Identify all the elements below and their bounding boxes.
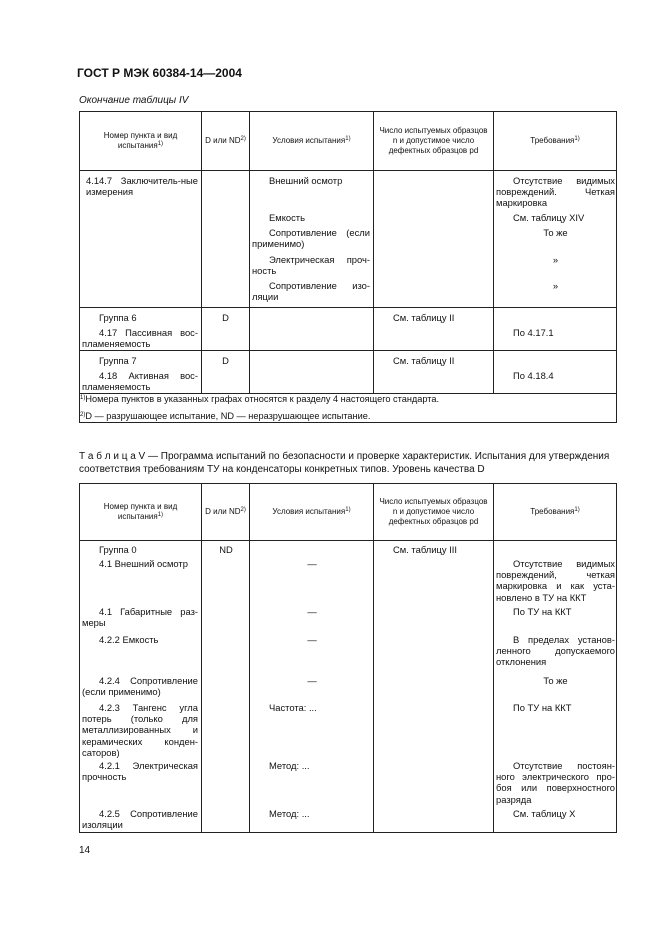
requirement-text: По 4.18.4: [513, 370, 554, 381]
col-header-test: Номер пункта и вид испытания$^{1)}$: [80, 484, 202, 541]
col-header-samples: Число испытуемых образцов n и допустимое число дефектных образцов pd: [374, 484, 494, 541]
cell-samples: [374, 541, 494, 833]
condition-text: —: [307, 634, 317, 645]
condition-text: Электрическая проч-ность: [252, 254, 370, 277]
test-name: 4.18 Активная вос-пламеняемость: [82, 370, 198, 393]
requirement-text: В пределах установ-ленного допускаемого отклонения: [496, 634, 615, 668]
test-name: 4.14.7 Заключитель-ные измерения: [86, 175, 198, 198]
col-header-samples: Число испытуемых образцов n и допустимое число дефектных образцов pd: [374, 112, 494, 171]
table-v-caption: Т а б л и ц а V — Программа испытаний по безопасности и проверке характеристик. Испытания для утверждения соответствия требованиям ТУ на конденсаторы конкретных типов. Уровень качества D: [79, 451, 610, 475]
footnote: $^{2)}$D — разрушающее испытание, ND — неразрушающее испытание.: [80, 411, 371, 421]
requirement-text: См. таблицу X: [513, 808, 576, 819]
cell-requirements: [494, 351, 617, 394]
samples-value: См. таблицу III: [393, 544, 457, 555]
table-row: [80, 351, 617, 394]
requirement-text: То же: [543, 227, 568, 238]
cell-samples: [374, 171, 494, 308]
footnote: $^{1)}$Номера пунктов в указанных графах относятся к разделу 4 настоящего стандарта.: [80, 394, 440, 404]
page-number: 14: [79, 845, 91, 856]
requirement-text: По ТУ на ККТ: [513, 606, 572, 617]
group-label: Группа 0: [99, 544, 137, 555]
col-header-test: Номер пункта и вид испытания$^{1)}$: [80, 112, 202, 171]
cell-test: [80, 171, 202, 308]
cell-test: [80, 541, 202, 833]
col-header-requirements: Требования$^{1)}$: [494, 112, 617, 171]
cell-conditions: [250, 351, 374, 394]
requirement-text: »: [552, 280, 559, 291]
cell-conditions: [250, 171, 374, 308]
condition-text: Сопротивление изо-ляции: [252, 280, 370, 303]
requirement-text: Отсутствие видимых повреждений. Четкая маркировка: [496, 175, 615, 209]
table-header-row: [80, 112, 617, 171]
cell-conditions: [250, 541, 374, 833]
cell-d-nd: D: [202, 308, 250, 351]
table-row: [80, 171, 617, 308]
condition-text: Метод: ...: [269, 760, 310, 771]
requirement-text: То же: [543, 675, 568, 686]
condition-text: Сопротивление (если применимо): [252, 227, 370, 250]
col-header-conditions: Условия испытания$^{1)}$: [250, 484, 374, 541]
cell-test: [80, 351, 202, 394]
condition-text: —: [307, 675, 317, 686]
footnotes-row: [80, 394, 617, 423]
cell-samples: См. таблицу II: [374, 308, 494, 351]
cell-samples: См. таблицу II: [374, 351, 494, 394]
table-iv: [79, 111, 617, 423]
condition-text: Частота: ...: [269, 702, 317, 713]
cell-d-nd: D: [202, 351, 250, 394]
col-header-conditions: Условия испытания$^{1)}$: [250, 112, 374, 171]
test-name: 4.2.4 Сопротивление (если применимо): [82, 675, 198, 698]
requirement-text: См. таблицу XIV: [513, 212, 585, 223]
col-header-d-nd: D или ND$^{2)}$: [202, 112, 250, 171]
requirement-text: »: [552, 254, 559, 265]
table-row: [80, 541, 617, 833]
test-name: 4.2.1 Электрическая прочность: [82, 760, 198, 783]
test-name: 4.17 Пассивная вос-пламеняемость: [82, 327, 198, 350]
col-header-requirements: Требования$^{1)}$: [494, 484, 617, 541]
cell-requirements: [494, 171, 617, 308]
group-label: Группа 7: [99, 355, 137, 366]
cell-test: [80, 308, 202, 351]
condition-text: Емкость: [269, 212, 305, 223]
test-name: 4.2.2 Емкость: [99, 634, 159, 645]
col-header-d-nd: D или ND$^{2)}$: [202, 484, 250, 541]
cell-requirements: [494, 308, 617, 351]
requirement-text: Отсутствие видимых повреждений, четкая маркировка и как уста-новлено в ТУ на ККТ: [496, 558, 615, 603]
cell-requirements: [494, 541, 617, 833]
test-name: 4.2.3 Тангенс угла потерь (только для металлизированных и керамических конден-саторов): [82, 702, 198, 758]
test-name: 4.1 Габаритные раз-меры: [82, 606, 198, 629]
cell-d-nd: [202, 541, 250, 833]
requirement-text: По 4.17.1: [513, 327, 554, 338]
condition-text: —: [307, 558, 317, 569]
test-name: 4.2.5 Сопротивление изоляции: [82, 808, 198, 831]
test-name: 4.1 Внешний осмотр: [99, 558, 188, 569]
requirement-text: Отсутствие постоян-ного электрического про-боя или поверхностного разряда: [496, 760, 615, 805]
table-v: [79, 483, 617, 833]
condition-text: —: [307, 606, 317, 617]
nd-value: ND: [219, 544, 233, 555]
table-row: [80, 308, 617, 351]
condition-text: Метод: ...: [269, 808, 310, 819]
condition-text: Внешний осмотр: [269, 175, 343, 186]
table-continuation-label: Окончание таблицы IV: [79, 95, 189, 106]
group-label: Группа 6: [99, 312, 137, 323]
requirement-text: По ТУ на ККТ: [513, 702, 572, 713]
cell-d-nd: [202, 171, 250, 308]
table-header-row: [80, 484, 617, 541]
cell-conditions: [250, 308, 374, 351]
document-header: ГОСТ Р МЭК 60384-14—2004: [77, 66, 242, 80]
footnotes: [80, 394, 617, 423]
